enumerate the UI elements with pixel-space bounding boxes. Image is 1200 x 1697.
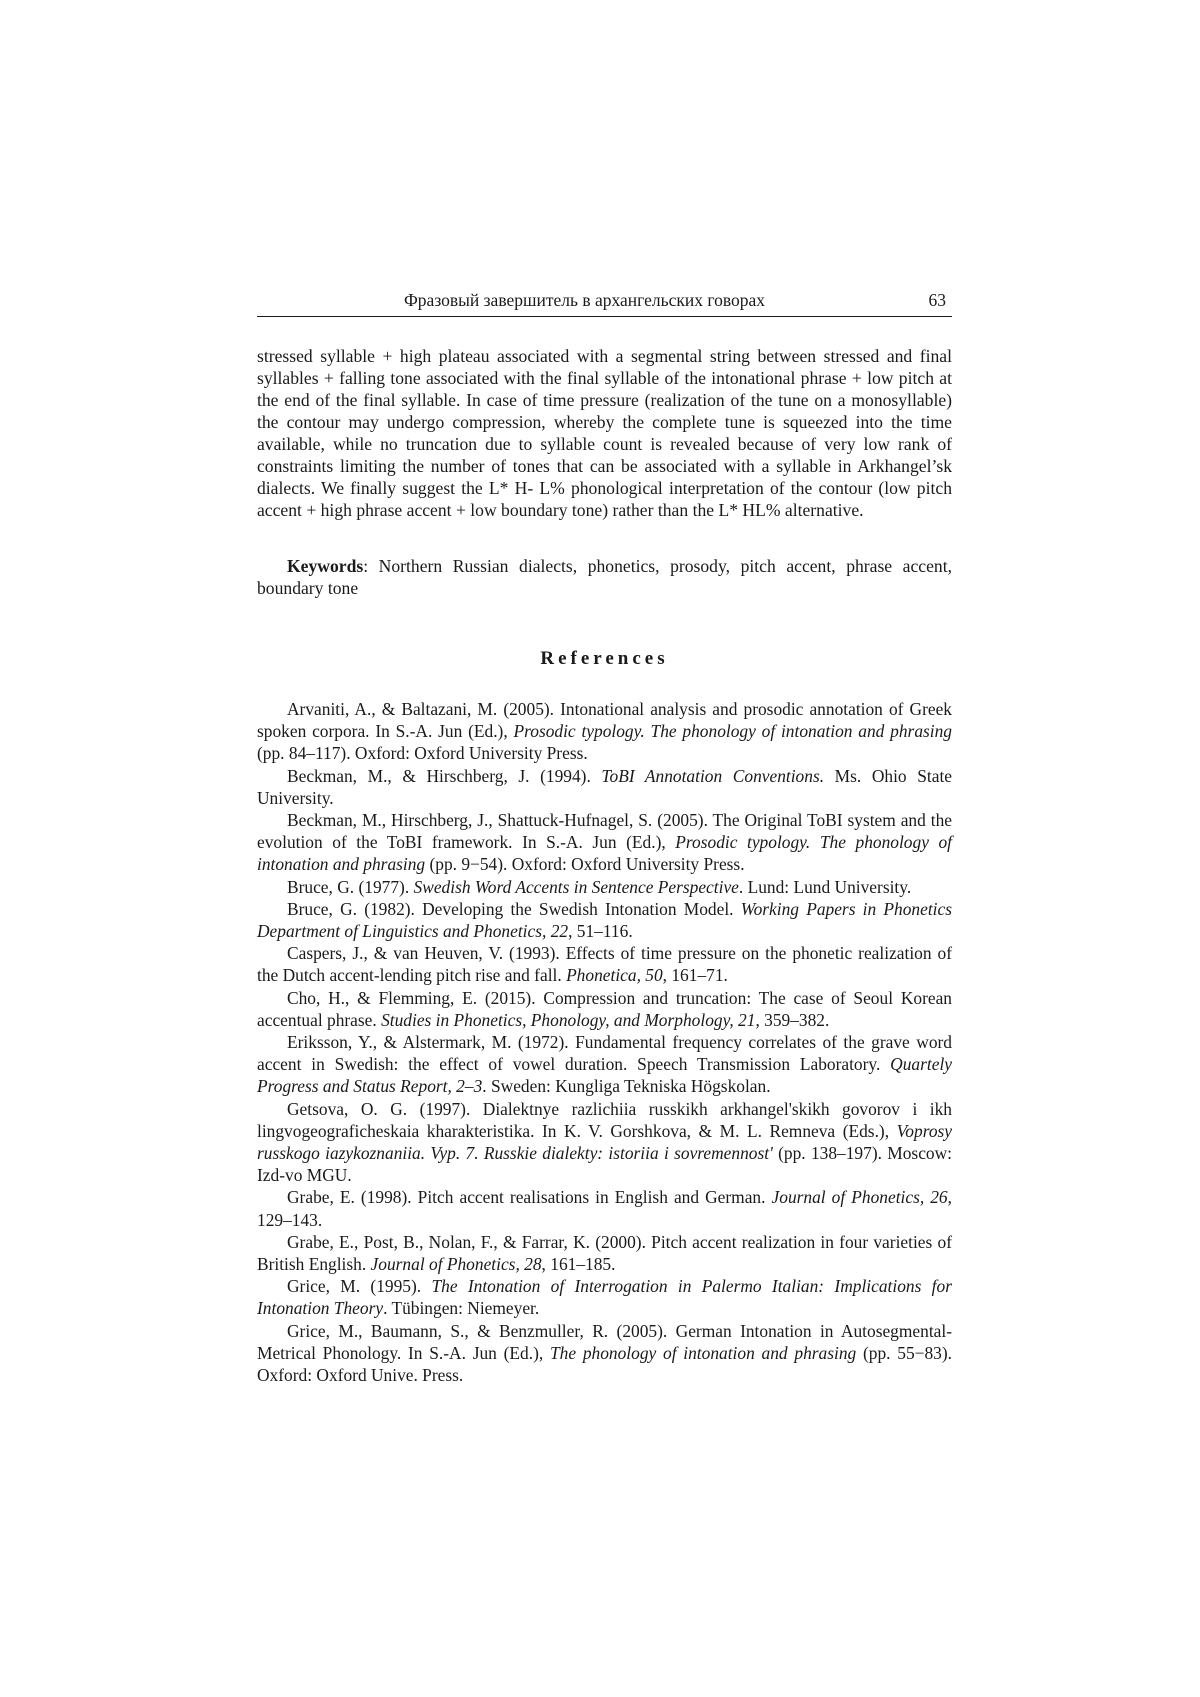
running-head bbox=[257, 290, 952, 317]
keywords-label: Keywords bbox=[287, 556, 364, 576]
reference-item: Beckman, M., & Hirschberg, J. (1994). ToBI Annotation Conventions. Ms. Ohio State University. bbox=[257, 765, 952, 808]
reference-item: Getsova, O. G. (1997). Dialektnye razlichiia russkikh arkhangel'skikh govorov i ikh lingvogeograficheskaia kharakteristika. In K. V. Gorshkova, & M. L. Remneva (Eds.), Voprosy russkogo iazykoznaniia. Vyp. 7. Russkie dialekty: istoriia i sovremennost' (pp. 138–197). Moscow: Izd-vo MGU. bbox=[257, 1098, 952, 1186]
reference-item: Caspers, J., & van Heuven, V. (1993). Effects of time pressure on the phonetic realization of the Dutch accent-lending pitch rise and fall. Phonetica, 50, 161–71. bbox=[257, 943, 952, 986]
reference-item: Grabe, E., Post, B., Nolan, F., & Farrar, K. (2000). Pitch accent realization in four varieties of British English. Journal of Phonetics, 28, 161–185. bbox=[257, 1231, 952, 1275]
running-title: Фразовый завершитель в архангельских говорах bbox=[403, 290, 765, 310]
reference-item: Arvaniti, A., & Baltazani, M. (2005). Intonational analysis and prosodic annotation of Greek spoken corpora. In S.-A. Jun (Ed.), Prosodic typology. The phonology of intonation and phrasing (pp. 84–117). Oxford: Oxford University Press. bbox=[257, 699, 953, 764]
reference-item: Beckman, M., Hirschberg, J., Shattuck-Hufnagel, S. (2005). The Original ToBI system and the evolution of the ToBI framework. In S.-A. Jun (Ed.), Prosodic typology. The phonology of intonation and phrasing (pp. 9−54). Oxford: Oxford University Press. bbox=[257, 810, 953, 875]
references-heading: References bbox=[540, 648, 669, 669]
references-list bbox=[257, 698, 952, 1386]
abstract-paragraph: stressed syllable + high plateau associated with a segmental string between stressed and final syllables + falling tone associated with the final syllable of the intonational phrase + low pitch at the end of the final syllable. In case of time pressure (realization of the tune on a monosyllable) the contour may undergo compression, whereby the complete tune is squeezed into the time available, while no truncation due to syllable count is revealed because of very low rank of constraints limiting the number of tones that can be associated with a syllable in Arkhangel’sk dialects. We finally suggest the L* H- L% phonological interpretation of the contour (low pitch accent + high phrase accent + low boundary tone) rather than the L* HL% alternative. bbox=[257, 346, 952, 520]
keywords-paragraph bbox=[257, 555, 952, 599]
reference-item: Bruce, G. (1982). Developing the Swedish Intonation Model. Working Papers in Phonetics Department of Linguistics and Phonetics, 22, 51–116. bbox=[257, 898, 952, 942]
reference-item: Cho, H., & Flemming, E. (2015). Compression and truncation: The case of Seoul Korean accentual phrase. Studies in Phonetics, Phonology, and Morphology, 21, 359–382. bbox=[257, 987, 952, 1030]
reference-item: Eriksson, Y., & Alstermark, M. (1972). Fundamental frequency correlates of the grave word accent in Swedish: the effect of vowel duration. Speech Transmission Laboratory. Quartely Progress and Status Report, 2–3. Sweden: Kungliga Tekniska Högskolan. bbox=[257, 1032, 952, 1097]
reference-item: Grice, M. (1995). The Intonation of Interrogation in Palermo Italian: Implications for Intonation Theory. Tübingen: Niemeyer. bbox=[257, 1276, 952, 1319]
reference-item: Bruce, G. (1977). Swedish Word Accents in Sentence Perspective. Lund: Lund University. bbox=[287, 876, 912, 897]
reference-item: Grice, M., Baumann, S., & Benzmuller, R. (2005). German Intonation in Autosegmental-Metrical Phonology. In S.-A. Jun (Ed.), The phonology of intonation and phrasing (pp. 55−83). Oxford: Oxford Unive. Press. bbox=[257, 1320, 952, 1386]
page-number: 63 bbox=[928, 290, 946, 310]
keywords-text: : Northern Russian dialects, phonetics, prosody, pitch accent, phrase accent, boundary tone bbox=[257, 556, 952, 598]
reference-item: Grabe, E. (1998). Pitch accent realisations in English and German. Journal of Phonetics, 26, 129–143. bbox=[257, 1187, 952, 1230]
